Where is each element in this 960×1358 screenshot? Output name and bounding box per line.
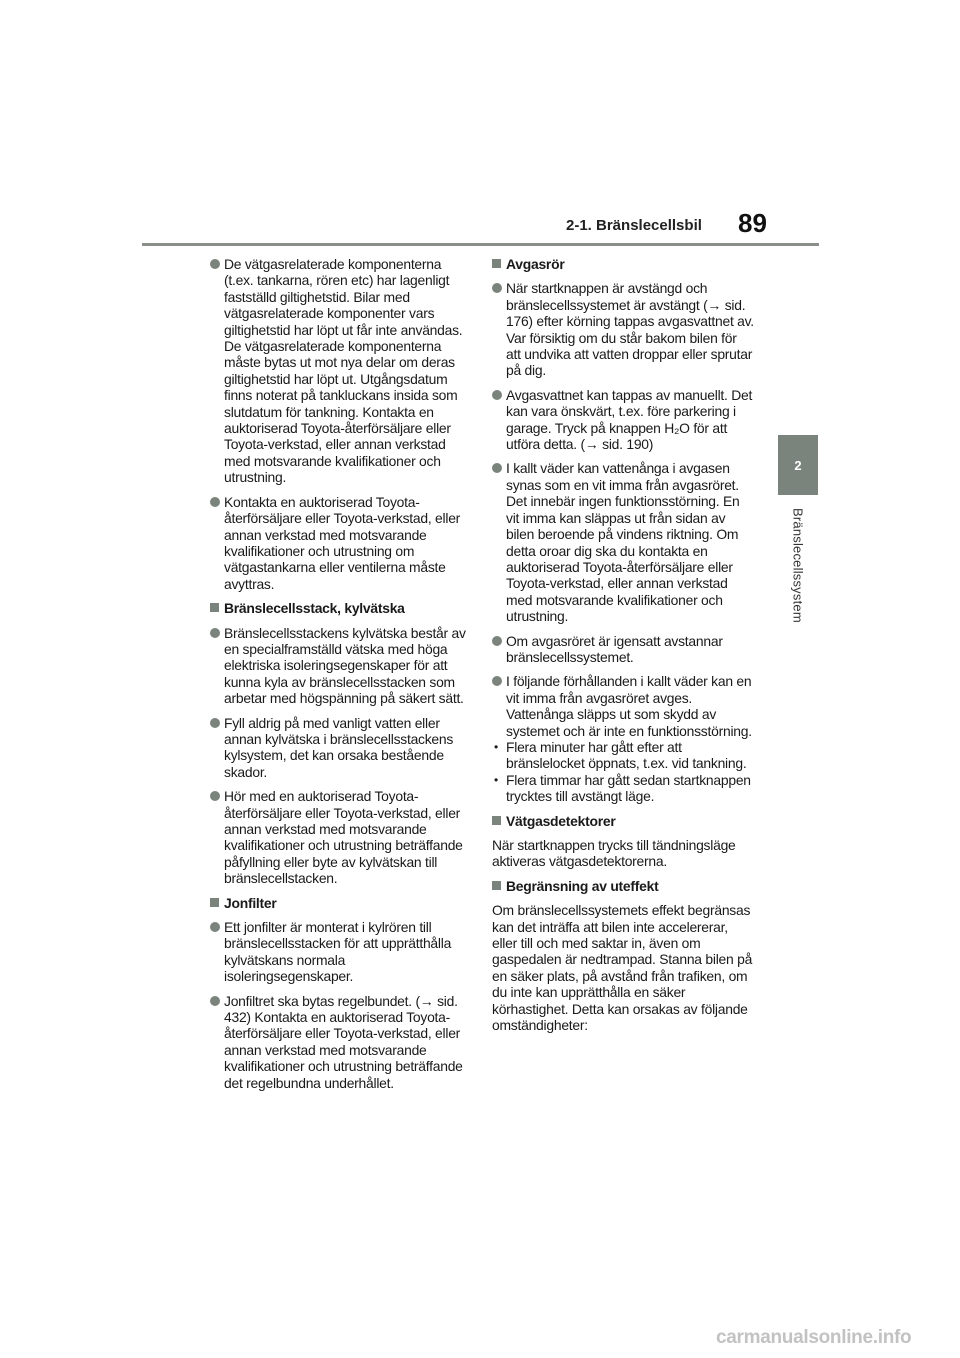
list-item: Fyll aldrig på med vanligt vatten eller annan kylvätska i bränslecellsstackens kylsystem, det kan orsaka bestående skador. (210, 715, 472, 781)
page-number: 89 (738, 208, 767, 238)
sub-list-item: • Flera timmar har gått sedan startknappen trycktes till avstängt läge. (492, 772, 754, 805)
section-heading: Jonfilter (210, 895, 472, 911)
sub-list-item: • Flera minuter har gått efter att bränslelocket öppnats, t.ex. vid tankning. (492, 739, 754, 772)
list-item: Bränslecellsstackens kylvätska består av en specialframställd vätska med höga elektriska isoleringsegenskaper för att kunna kyla av bränslecellsstacken som arbetar med högspänning på säkert sätt. (210, 625, 472, 707)
list-item: Om avgasröret är igensatt avstannar bränslecellssystemet. (492, 633, 754, 666)
list-item: Jonfiltret ska bytas regelbundet. (→ sid. 432) Kontakta en auktoriserad Toyota-återförsäljare eller Toyota-verkstad, eller annan verkstad med motsvarande kvalifikationer och utrustning beträffande det regelbundna underhållet. (210, 993, 472, 1091)
chapter-tab (778, 435, 818, 495)
list-item: Hör med en auktoriserad Toyota-återförsäljare eller Toyota-verkstad, eller annan verkstad med motsvarande kvalifikationer och utrustning beträffande påfyllning eller byte av kylvätskan till bränslecellstacken. (210, 788, 472, 886)
list-item: När startknappen är avstängd och bränslecellssystemet är avstängt (→ sid. 176) efter körning tappas avgasvattnet av. Var försiktig om du står bakom bilen för att undvika att vatten droppar eller sprutar på dig. (492, 280, 754, 378)
left-column (210, 256, 472, 1099)
header-divider (142, 243, 819, 246)
list-item: I kallt väder kan vattenånga i avgasen synas som en vit imma från avgasröret. Det innebär ingen funktionsstörning. En vit imma kan släppas ut från sidan av bilen beroende på vindens riktning. Om detta oroar dig ska du kontakta en auktoriserad Toyota-återförsäljare eller Toyota-verkstad, eller annan verkstad med motsvarande kvalifikationer och utrustning. (492, 460, 754, 624)
section-title: 2-1. Bränslecellsbil (566, 217, 702, 234)
list-item: Ett jonfilter är monterat i kylrören till bränslecellsstacken för att upprätthålla kylvätskans normala isoleringsegenskaper. (210, 919, 472, 985)
watermark-text: carmanualsonline.info (716, 1327, 912, 1348)
section-heading: Vätgasdetektorer (492, 813, 754, 829)
paragraph: När startknappen trycks till tändningsläge aktiveras vätgasdetektorerna. (492, 837, 736, 870)
list-item: I följande förhållanden i kallt väder kan en vit imma från avgasröret avges. Vattenånga släpps ut som skydd av systemet och är inte en funktionsstörning. (492, 673, 754, 739)
sub-list (492, 739, 754, 805)
right-column (492, 256, 754, 1041)
chapter-label: Bränslecellssystem (790, 508, 806, 623)
list-item: De vätgasrelaterade komponenterna (t.ex. tankarna, rören etc) har lagenligt fastställd giltighetstid. Bilar med vätgasrelaterade komponenter vars giltighetstid har löpt ut får inte användas. De vätgasrelaterade komponenterna måste bytas ut mot nya delar om deras giltighetstid har löpt ut. Utgångsdatum finns noterat på tankluckans insida som slutdatum för tankning. Kontakta en auktoriserad Toyota-återförsäljare eller Toyota-verkstad, eller annan verkstad med motsvarande kvalifikationer och utrustning. (210, 256, 472, 486)
paragraph: Om bränslecellssystemets effekt begränsas kan det inträffa att bilen inte accelererar, eller till och med saktar in, även om gaspedalen är nedtrampad. Stanna bilen på en säker plats, på avstånd från trafiken, om du inte kan upprätthålla en säker körhastighet. Detta kan orsakas av följande omständigheter: (492, 902, 753, 1034)
chapter-number: 2 (794, 457, 802, 473)
list-item: Kontakta en auktoriserad Toyota-återförsäljare eller Toyota-verkstad, eller annan verkstad med motsvarande kvalifikationer och utrustning om vätgastankarna eller ventilerna måste avyttras. (210, 494, 472, 592)
section-heading: Avgasrör (492, 256, 754, 272)
chapter-label-box (770, 508, 826, 658)
list-item: Avgasvattnet kan tappas av manuellt. Det kan vara önskvärt, t.ex. före parkering i garage. Tryck på knappen H₂O för att utföra detta. (→ sid. 190) (492, 387, 754, 453)
section-heading: Begränsning av uteffekt (492, 878, 754, 894)
section-heading: Bränslecellsstack, kylvätska (210, 600, 472, 616)
